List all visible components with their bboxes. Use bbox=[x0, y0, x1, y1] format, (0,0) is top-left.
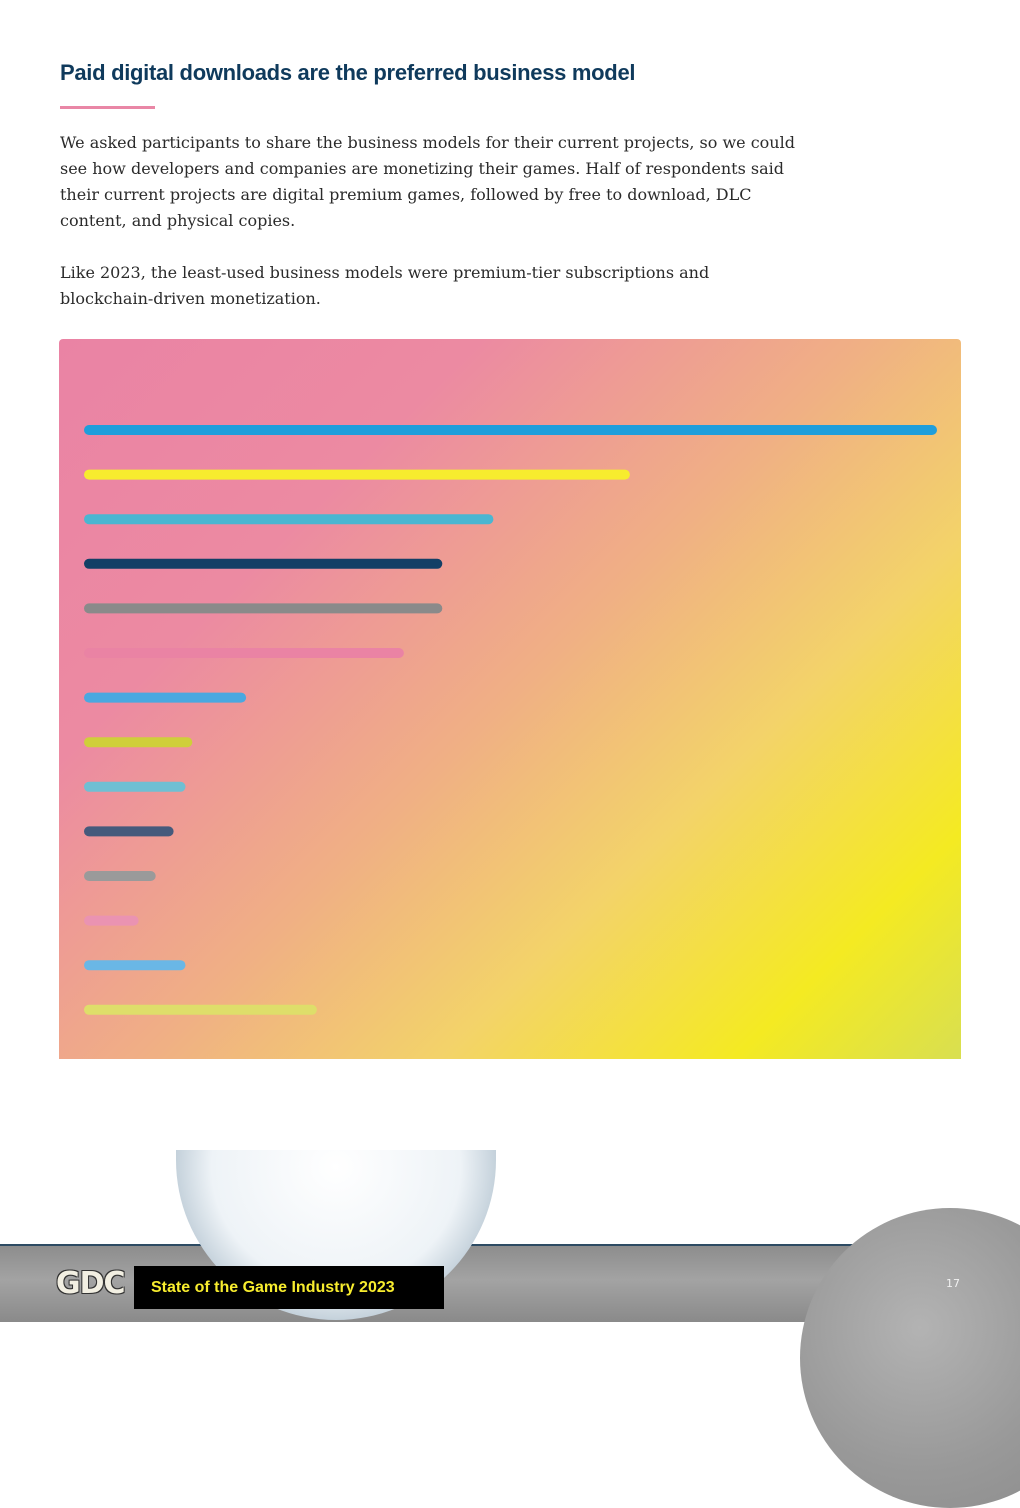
bar-12 bbox=[84, 916, 139, 926]
gdc-logo: GDC bbox=[56, 1266, 125, 1301]
bar-10 bbox=[84, 826, 174, 836]
bar-6 bbox=[84, 648, 404, 658]
title-underline bbox=[60, 106, 155, 109]
bar-4 bbox=[84, 559, 442, 569]
bar-2 bbox=[84, 470, 630, 480]
bar-chart-svg bbox=[59, 339, 961, 1059]
bar-11 bbox=[84, 871, 156, 881]
business-model-chart bbox=[59, 339, 961, 1059]
bar-3 bbox=[84, 514, 493, 524]
bar-14 bbox=[84, 1005, 317, 1015]
bar-8 bbox=[84, 737, 192, 747]
bar-1 bbox=[84, 425, 937, 435]
report-title-label: State of the Game Industry 2023 bbox=[134, 1266, 444, 1309]
page-number: 17 bbox=[946, 1277, 960, 1290]
intro-paragraph: We asked participants to share the business models for their current projects, so we could see how developers and companies are monetizing their games. Half of respondents said their current projects are digital premium games, followed by free to download, DLC content, and physical copies. bbox=[60, 133, 795, 230]
bar-7 bbox=[84, 693, 246, 703]
bar-13 bbox=[84, 960, 186, 970]
closing-paragraph: Like 2023, the least-used business models were premium-tier subscriptions and blockchain-driven monetization. bbox=[60, 263, 710, 308]
page-title: Paid digital downloads are the preferred business model bbox=[60, 60, 636, 85]
bar-9 bbox=[84, 782, 186, 792]
bar-5 bbox=[84, 603, 442, 613]
